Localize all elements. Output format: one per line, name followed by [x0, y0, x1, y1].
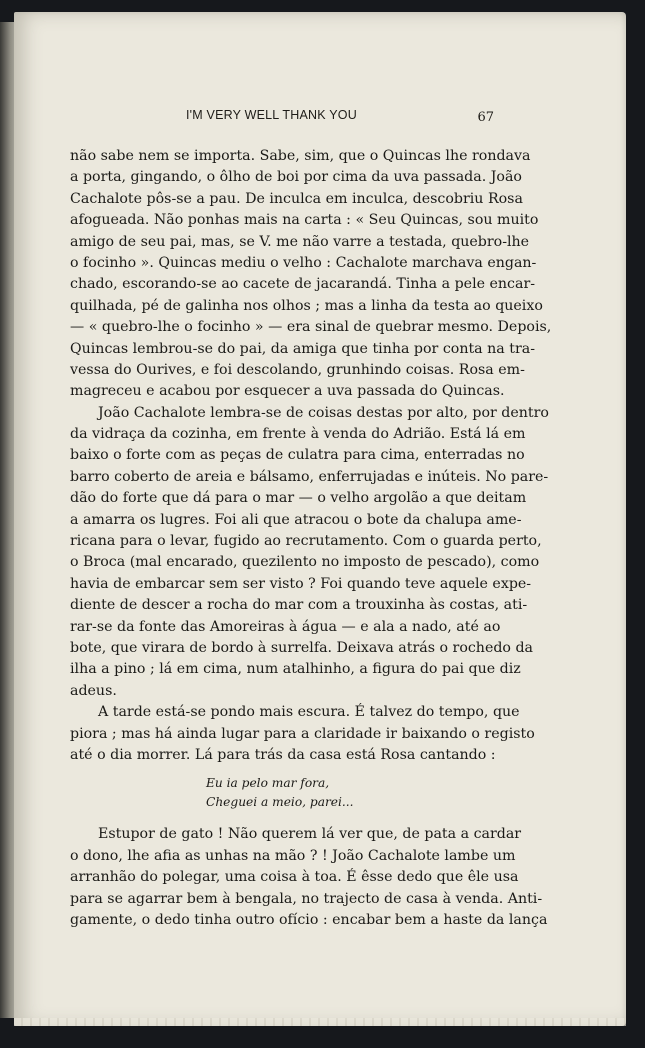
text-line: não sabe nem se importa. Sabe, sim, que o Quincas lhe rondava: [70, 148, 531, 164]
text-line: A tarde está-se pondo mais escura. É talvez do tempo, que: [98, 704, 520, 721]
text-line: afogueada. Não ponhas mais na carta : « Seu Quincas, sou muito: [70, 212, 539, 229]
paragraph: [70, 824, 548, 931]
text-line: baixo o forte com as peças de culatra para cima, enterradas no: [70, 447, 525, 464]
body-text: [70, 146, 552, 931]
text-line: barro coberto de areia e bálsamo, enferrujadas e inúteis. No pare-: [70, 468, 549, 485]
paragraph: [70, 146, 552, 403]
text-line: gamente, o dedo tinha outro ofício : encabar bem a haste da lança: [70, 911, 548, 928]
text-line: Cachalote pôs-se a pau. De inculca em inculca, descobriu Rosa: [70, 190, 523, 207]
text-line: a amarra os lugres. Foi ali que atracou o bote da chalupa ame-: [70, 511, 522, 528]
text-line: amigo de seu pai, mas, se V. me não varre a testada, quebro-lhe: [70, 233, 530, 250]
verse-quote: [206, 774, 484, 812]
text-line: a porta, gingando, o ôlho de boi por cima da uva passada. João: [70, 169, 522, 186]
verse-line: Cheguei a meio, parei...: [206, 795, 354, 810]
text-line: João Cachalote lembra-se de coisas destas por alto, por dentro: [98, 404, 549, 421]
text-line: vessa do Ourives, e foi descolando, grunhindo coisas. Rosa em-: [70, 361, 525, 378]
paragraph: [70, 702, 535, 766]
text-line: o Broca (mal encarado, quezilento no imposto de pescado), como: [70, 554, 540, 571]
text-line: até o dia morrer. Lá para trás da casa está Rosa cantando :: [70, 746, 496, 763]
text-line: dão do forte que dá para o mar — o velho argolão a que deitam: [70, 490, 527, 507]
verse-line: Eu ia pelo mar fora,: [206, 776, 330, 791]
text-line: chado, escorando-se ao cacete de jacarandá. Tinha a pele encar-: [70, 276, 536, 293]
text-line: piora ; mas há ainda lugar para a claridade ir baixando o registo: [70, 725, 535, 742]
text-line: ricana para o levar, fugido ao recrutamento. Com o guarda perto,: [70, 533, 542, 550]
text-line: Estupor de gato ! Não querem lá ver que, de pata a cardar: [98, 826, 522, 843]
text-line: diente de descer a rocha do mar com a trouxinha às costas, ati-: [70, 597, 528, 614]
text-line: da vidraça da cozinha, em frente à venda do Adrião. Está lá em: [70, 426, 526, 443]
page-number: 67: [477, 110, 494, 125]
text-line: magreceu e acabou por esquecer a uva passada do Quincas.: [70, 383, 505, 400]
text-line: Quincas lembrou-se do pai, da amiga que tinha por conta na tra-: [70, 340, 535, 357]
text-line: adeus.: [70, 682, 117, 699]
text-line: quilhada, pé de galinha nos olhos ; mas a linha da testa ao queixo: [70, 297, 543, 314]
text-line: para se agarrar bem à bengala, no trajecto de casa à venda. Anti-: [70, 890, 543, 907]
text-line: ilha a pino ; lá em cima, num atalhinho, a figura do pai que diz: [70, 661, 521, 678]
text-line: rar-se da fonte das Amoreiras à água — e ala a nado, até ao: [70, 618, 501, 635]
running-title: I'M VERY WELL THANK YOU: [186, 108, 357, 122]
paragraph: [70, 403, 549, 702]
text-line: — « quebro-lhe o focinho » — era sinal de quebrar mesmo. Depois,: [70, 319, 552, 336]
text-line: o focinho ». Quincas mediu o velho : Cachalote marchava engan-: [70, 254, 537, 271]
text-line: arranhão do polegar, uma coisa à toa. É êsse dedo que êle usa: [70, 869, 519, 886]
text-line: havia de embarcar sem ser visto ? Foi quando teve aquele expe-: [70, 575, 532, 592]
text-line: o dono, lhe afia as unhas na mão ? ! João Cachalote lambe um: [70, 847, 516, 864]
text-line: bote, que virara de bordo à surrelfa. Deixava atrás o rochedo da: [70, 639, 534, 656]
